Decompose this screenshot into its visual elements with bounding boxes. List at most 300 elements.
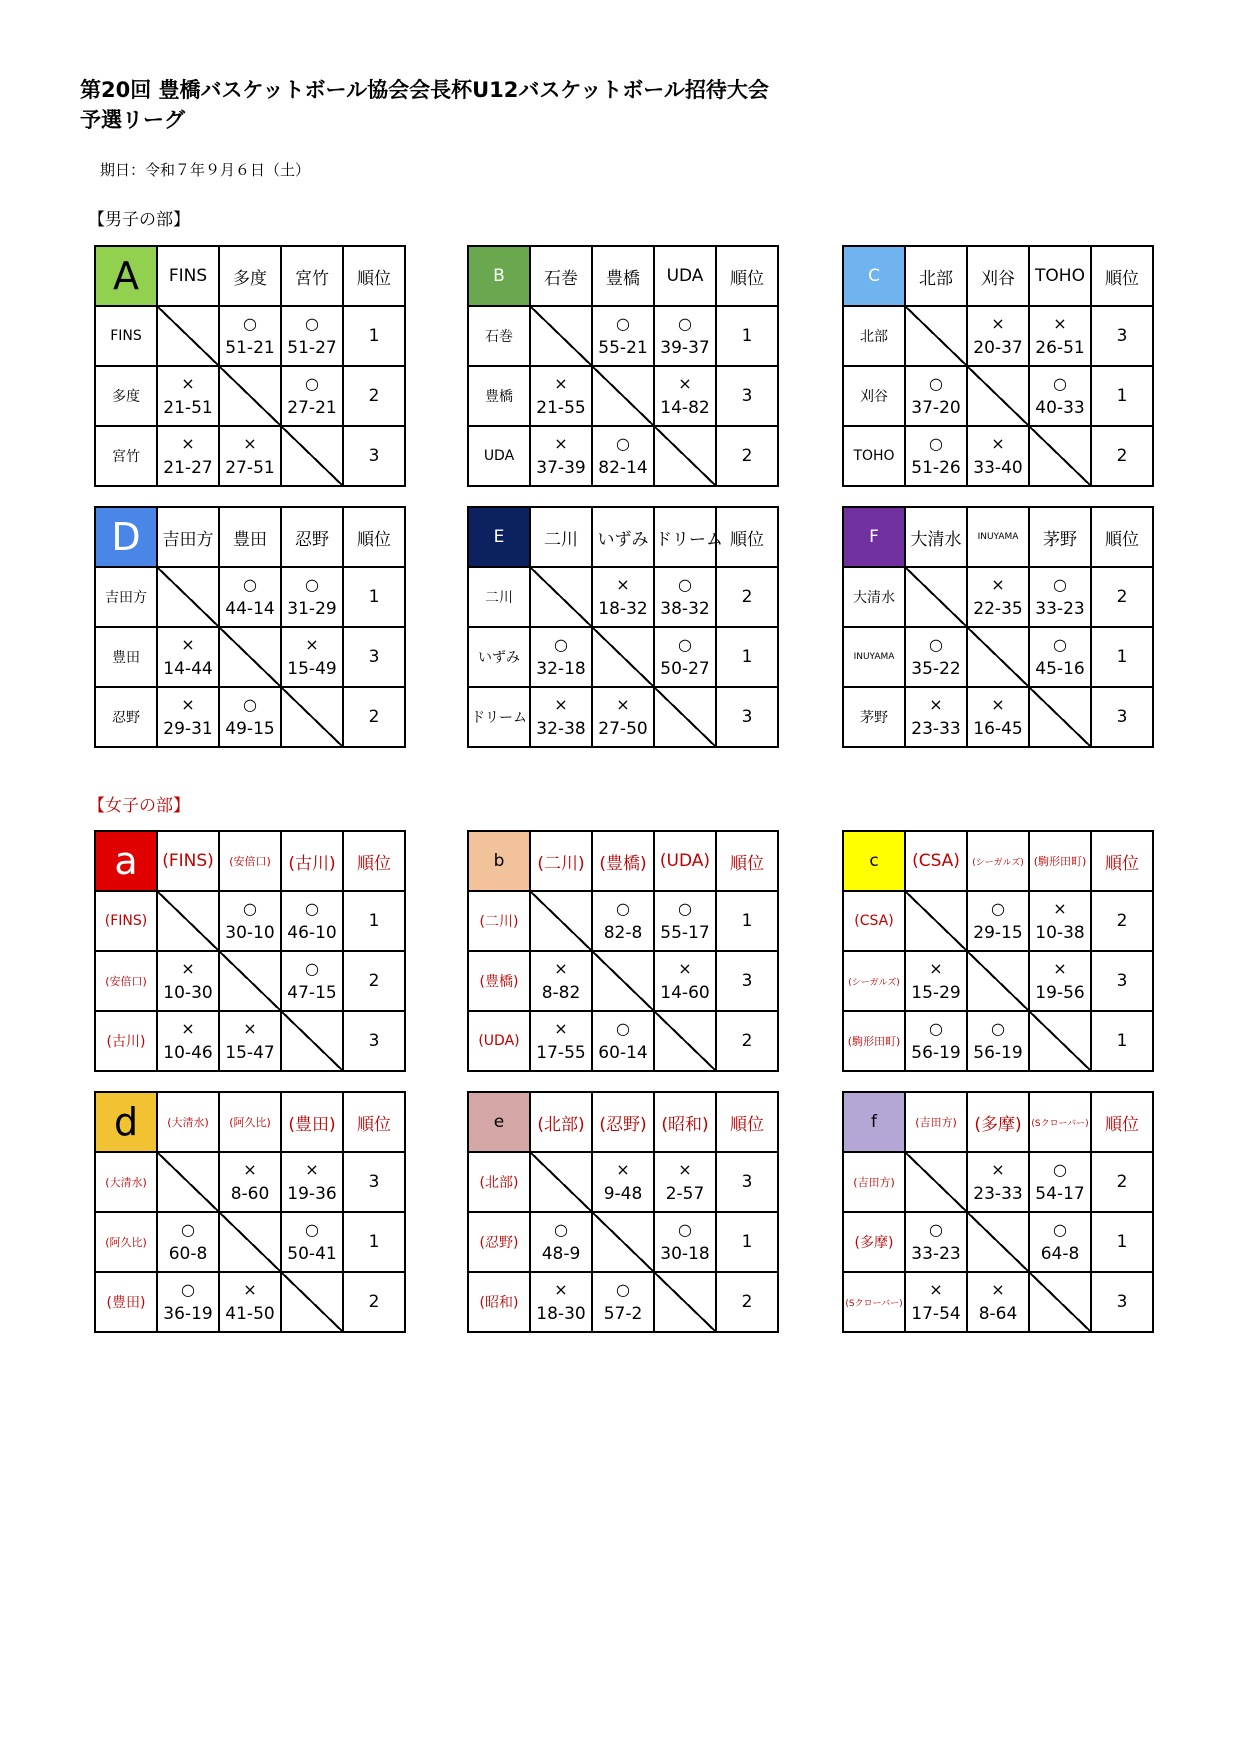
team-column-header: 二川 [530, 507, 592, 567]
score: 26-51 [1035, 338, 1085, 358]
group-letter: D [95, 507, 157, 567]
team-row-header: (豊田) [95, 1272, 157, 1332]
match-result-cell [592, 306, 654, 366]
result-mark: × [678, 374, 692, 393]
result-mark: × [181, 434, 195, 453]
score: 41-50 [225, 1304, 275, 1324]
team-column-header: いずみ [592, 507, 654, 567]
rank-cell: 3 [716, 1152, 778, 1212]
rank-cell: 3 [1091, 687, 1153, 747]
self-match-cell [219, 951, 281, 1011]
self-match-cell [1029, 1011, 1091, 1071]
result-mark: × [991, 314, 1005, 333]
self-match-cell [905, 306, 967, 366]
rank-cell: 2 [343, 366, 405, 426]
score: 23-33 [911, 719, 961, 739]
score: 10-30 [163, 983, 213, 1003]
rank-cell: 2 [716, 426, 778, 486]
result-mark: ○ [616, 1280, 630, 1299]
rank-cell: 1 [716, 306, 778, 366]
score: 55-21 [598, 338, 648, 358]
result-mark: × [616, 695, 630, 714]
result-mark: ○ [1053, 635, 1067, 654]
rank-header: 順位 [1091, 507, 1153, 567]
rank-cell: 3 [1091, 306, 1153, 366]
group-table-d [94, 1091, 406, 1333]
score: 2-57 [665, 1184, 705, 1204]
match-result-cell [967, 1272, 1029, 1332]
rank-cell: 1 [343, 891, 405, 951]
rank-cell: 1 [1091, 1011, 1153, 1071]
match-result-cell [219, 1152, 281, 1212]
result-mark: × [181, 635, 195, 654]
team-column-header: (忍野) [592, 1092, 654, 1152]
team-row-header: 豊橋 [468, 366, 530, 426]
group-table-f [842, 1091, 1154, 1333]
team-column-header: 刈谷 [967, 246, 1029, 306]
score: 40-33 [1035, 398, 1085, 418]
match-result-cell [905, 951, 967, 1011]
page-title: 第20回 豊橋バスケットボール協会会長杯U12バスケットボール招待大会 [80, 78, 769, 102]
result-mark: × [929, 695, 943, 714]
rank-header: 順位 [716, 831, 778, 891]
team-column-header: 宮竹 [281, 246, 343, 306]
team-column-header: (Sクローバー) [1029, 1092, 1091, 1152]
self-match-cell [592, 951, 654, 1011]
score: 51-21 [225, 338, 275, 358]
match-result-cell [654, 1152, 716, 1212]
rank-cell: 1 [716, 891, 778, 951]
match-result-cell [654, 1212, 716, 1272]
result-mark: × [554, 374, 568, 393]
team-row-header: (Sクローバー) [843, 1272, 905, 1332]
result-mark: ○ [929, 434, 943, 453]
score: 10-46 [163, 1043, 213, 1063]
result-mark: × [991, 434, 1005, 453]
score: 29-31 [163, 719, 213, 739]
team-row-header: (阿久比) [95, 1212, 157, 1272]
result-mark: × [616, 575, 630, 594]
result-mark: ○ [678, 899, 692, 918]
score: 9-48 [603, 1184, 643, 1204]
score: 21-55 [536, 398, 586, 418]
score: 32-18 [536, 659, 586, 679]
result-mark: ○ [305, 1220, 319, 1239]
rank-cell: 1 [1091, 1212, 1153, 1272]
self-match-cell [157, 891, 219, 951]
self-match-cell [592, 366, 654, 426]
rank-cell: 2 [343, 687, 405, 747]
score: 54-17 [1035, 1184, 1085, 1204]
self-match-cell [967, 627, 1029, 687]
team-column-header: (安倍口) [219, 831, 281, 891]
team-column-header: (二川) [530, 831, 592, 891]
result-mark: ○ [305, 959, 319, 978]
rank-cell: 3 [716, 366, 778, 426]
result-mark: ○ [991, 1019, 1005, 1038]
match-result-cell [905, 426, 967, 486]
team-row-header: (UDA) [468, 1011, 530, 1071]
score: 44-14 [225, 599, 275, 619]
result-mark: × [991, 1280, 1005, 1299]
match-result-cell [592, 687, 654, 747]
match-result-cell [654, 366, 716, 426]
group-table-E [467, 506, 779, 748]
result-mark: × [1053, 959, 1067, 978]
self-match-cell [281, 1011, 343, 1071]
score: 22-35 [973, 599, 1023, 619]
group-letter: a [95, 831, 157, 891]
team-column-header: 石巻 [530, 246, 592, 306]
score: 48-9 [541, 1244, 581, 1264]
result-mark: ○ [616, 1019, 630, 1038]
result-mark: × [181, 374, 195, 393]
match-result-cell [219, 1011, 281, 1071]
match-result-cell [157, 1011, 219, 1071]
match-result-cell [654, 306, 716, 366]
match-result-cell [219, 426, 281, 486]
rank-cell: 1 [716, 1212, 778, 1272]
score: 39-37 [660, 338, 710, 358]
group-letter: f [843, 1092, 905, 1152]
match-result-cell [157, 951, 219, 1011]
score: 64-8 [1040, 1244, 1080, 1264]
result-mark: ○ [1053, 575, 1067, 594]
self-match-cell [905, 1152, 967, 1212]
score: 51-27 [287, 338, 337, 358]
result-mark: ○ [1053, 374, 1067, 393]
score: 15-47 [225, 1043, 275, 1063]
match-result-cell [1029, 627, 1091, 687]
match-result-cell [1029, 951, 1091, 1011]
team-column-header: (FINS) [157, 831, 219, 891]
group-table-B [467, 245, 779, 487]
score: 27-21 [287, 398, 337, 418]
team-column-header: (豊田) [281, 1092, 343, 1152]
rank-header: 順位 [716, 507, 778, 567]
match-result-cell [157, 366, 219, 426]
result-mark: × [929, 1280, 943, 1299]
match-result-cell [530, 1272, 592, 1332]
score: 29-15 [973, 923, 1023, 943]
match-result-cell [905, 1212, 967, 1272]
score: 56-19 [973, 1043, 1023, 1063]
group-letter: c [843, 831, 905, 891]
team-row-header: 多度 [95, 366, 157, 426]
self-match-cell [905, 891, 967, 951]
self-match-cell [592, 627, 654, 687]
team-row-header: (忍野) [468, 1212, 530, 1272]
team-column-header: UDA [654, 246, 716, 306]
score: 38-32 [660, 599, 710, 619]
section-girls: 【女子の部】 [88, 796, 190, 816]
self-match-cell [1029, 1272, 1091, 1332]
rank-cell: 3 [716, 687, 778, 747]
team-column-header: (多摩) [967, 1092, 1029, 1152]
team-row-header: (FINS) [95, 891, 157, 951]
match-result-cell [905, 1272, 967, 1332]
result-mark: ○ [678, 314, 692, 333]
result-mark: ○ [305, 575, 319, 594]
match-result-cell [157, 1212, 219, 1272]
match-result-cell [157, 687, 219, 747]
rank-header: 順位 [343, 831, 405, 891]
score: 14-82 [660, 398, 710, 418]
team-column-header: INUYAMA [967, 507, 1029, 567]
score: 35-22 [911, 659, 961, 679]
score: 20-37 [973, 338, 1023, 358]
score: 8-82 [541, 983, 581, 1003]
score: 23-33 [973, 1184, 1023, 1204]
score: 17-54 [911, 1304, 961, 1324]
match-result-cell [967, 1152, 1029, 1212]
match-result-cell [592, 1011, 654, 1071]
self-match-cell [281, 687, 343, 747]
match-result-cell [592, 1272, 654, 1332]
match-result-cell [281, 306, 343, 366]
match-result-cell [654, 627, 716, 687]
match-result-cell [281, 366, 343, 426]
rank-cell: 3 [343, 426, 405, 486]
group-table-D [94, 506, 406, 748]
team-row-header: いずみ [468, 627, 530, 687]
match-result-cell [1029, 366, 1091, 426]
match-result-cell [592, 891, 654, 951]
score: 33-23 [911, 1244, 961, 1264]
group-letter: F [843, 507, 905, 567]
team-column-header: (北部) [530, 1092, 592, 1152]
match-result-cell [905, 1011, 967, 1071]
score: 47-15 [287, 983, 337, 1003]
match-result-cell [1029, 1152, 1091, 1212]
score: 32-38 [536, 719, 586, 739]
group-letter: b [468, 831, 530, 891]
score: 30-18 [660, 1244, 710, 1264]
match-result-cell [219, 567, 281, 627]
rank-cell: 1 [716, 627, 778, 687]
team-column-header: (古川) [281, 831, 343, 891]
group-letter: d [95, 1092, 157, 1152]
result-mark: ○ [678, 575, 692, 594]
match-result-cell [530, 627, 592, 687]
rank-cell: 3 [1091, 951, 1153, 1011]
match-result-cell [530, 1212, 592, 1272]
result-mark: ○ [678, 1220, 692, 1239]
match-result-cell [905, 366, 967, 426]
group-table-b [467, 830, 779, 1072]
match-result-cell [281, 951, 343, 1011]
score: 27-50 [598, 719, 648, 739]
self-match-cell [219, 627, 281, 687]
team-row-header: (駒形田町) [843, 1011, 905, 1071]
team-column-header: (大清水) [157, 1092, 219, 1152]
result-mark: ○ [678, 635, 692, 654]
result-mark: ○ [1053, 1160, 1067, 1179]
group-letter: e [468, 1092, 530, 1152]
match-result-cell [219, 1272, 281, 1332]
team-column-header: (吉田方) [905, 1092, 967, 1152]
team-column-header: 多度 [219, 246, 281, 306]
match-result-cell [967, 1011, 1029, 1071]
result-mark: ○ [1053, 1220, 1067, 1239]
result-mark: × [181, 1019, 195, 1038]
result-mark: × [305, 1160, 319, 1179]
team-column-header: 吉田方 [157, 507, 219, 567]
result-mark: ○ [554, 635, 568, 654]
self-match-cell [281, 1272, 343, 1332]
page-subtitle: 予選リーグ [80, 108, 185, 132]
match-result-cell [967, 687, 1029, 747]
team-row-header: TOHO [843, 426, 905, 486]
self-match-cell [967, 366, 1029, 426]
score: 49-15 [225, 719, 275, 739]
result-mark: ○ [929, 1220, 943, 1239]
result-mark: ○ [616, 314, 630, 333]
match-result-cell [157, 1272, 219, 1332]
result-mark: × [305, 635, 319, 654]
result-mark: ○ [243, 314, 257, 333]
score: 17-55 [536, 1043, 586, 1063]
team-row-header: 忍野 [95, 687, 157, 747]
rank-header: 順位 [343, 246, 405, 306]
result-mark: ○ [554, 1220, 568, 1239]
team-row-header: 北部 [843, 306, 905, 366]
self-match-cell [654, 426, 716, 486]
rank-cell: 2 [716, 1011, 778, 1071]
score: 21-27 [163, 458, 213, 478]
match-result-cell [592, 1152, 654, 1212]
score: 51-26 [911, 458, 961, 478]
team-row-header: 宮竹 [95, 426, 157, 486]
rank-cell: 3 [343, 1011, 405, 1071]
team-row-header: (北部) [468, 1152, 530, 1212]
rank-header: 順位 [1091, 246, 1153, 306]
result-mark: ○ [929, 1019, 943, 1038]
team-row-header: 豊田 [95, 627, 157, 687]
team-row-header: (CSA) [843, 891, 905, 951]
group-table-F [842, 506, 1154, 748]
match-result-cell [281, 1212, 343, 1272]
score: 33-40 [973, 458, 1023, 478]
match-result-cell [654, 567, 716, 627]
score: 19-56 [1035, 983, 1085, 1003]
match-result-cell [281, 891, 343, 951]
rank-cell: 1 [1091, 627, 1153, 687]
rank-cell: 2 [1091, 567, 1153, 627]
match-result-cell [281, 567, 343, 627]
result-mark: ○ [305, 899, 319, 918]
match-result-cell [592, 567, 654, 627]
rank-cell: 1 [343, 1212, 405, 1272]
rank-cell: 1 [1091, 366, 1153, 426]
match-result-cell [530, 951, 592, 1011]
team-column-header: 茅野 [1029, 507, 1091, 567]
group-table-c [842, 830, 1154, 1072]
self-match-cell [1029, 426, 1091, 486]
score: 82-14 [598, 458, 648, 478]
score: 50-41 [287, 1244, 337, 1264]
self-match-cell [905, 567, 967, 627]
match-result-cell [654, 951, 716, 1011]
score: 30-10 [225, 923, 275, 943]
self-match-cell [530, 1152, 592, 1212]
rank-cell: 3 [1091, 1272, 1153, 1332]
self-match-cell [219, 366, 281, 426]
team-row-header: 吉田方 [95, 567, 157, 627]
match-result-cell [530, 687, 592, 747]
rank-cell: 2 [343, 951, 405, 1011]
result-mark: × [243, 434, 257, 453]
score: 27-51 [225, 458, 275, 478]
team-row-header: 石巻 [468, 306, 530, 366]
result-mark: × [554, 695, 568, 714]
team-row-header: 刈谷 [843, 366, 905, 426]
rank-header: 順位 [343, 1092, 405, 1152]
match-result-cell [219, 891, 281, 951]
team-row-header: ドリーム [468, 687, 530, 747]
result-mark: ○ [929, 374, 943, 393]
result-mark: × [991, 575, 1005, 594]
event-date: 期日：令和７年９月６日（土） [100, 161, 311, 179]
score: 55-17 [660, 923, 710, 943]
result-mark: ○ [243, 695, 257, 714]
result-mark: × [554, 1280, 568, 1299]
rank-cell: 2 [1091, 891, 1153, 951]
result-mark: × [243, 1280, 257, 1299]
score: 18-30 [536, 1304, 586, 1324]
score: 57-2 [603, 1304, 643, 1324]
match-result-cell [530, 426, 592, 486]
score: 14-44 [163, 659, 213, 679]
group-table-a [94, 830, 406, 1072]
rank-cell: 2 [343, 1272, 405, 1332]
score: 21-51 [163, 398, 213, 418]
team-row-header: FINS [95, 306, 157, 366]
result-mark: × [554, 959, 568, 978]
rank-header: 順位 [343, 507, 405, 567]
team-column-header: 忍野 [281, 507, 343, 567]
rank-header: 順位 [1091, 1092, 1153, 1152]
team-row-header: (古川) [95, 1011, 157, 1071]
result-mark: ○ [616, 899, 630, 918]
match-result-cell [281, 627, 343, 687]
team-column-header: 豊橋 [592, 246, 654, 306]
team-column-header: (駒形田町) [1029, 831, 1091, 891]
match-result-cell [967, 426, 1029, 486]
result-mark: ○ [243, 575, 257, 594]
self-match-cell [654, 1272, 716, 1332]
match-result-cell [905, 687, 967, 747]
self-match-cell [219, 1212, 281, 1272]
score: 82-8 [603, 923, 643, 943]
self-match-cell [967, 1212, 1029, 1272]
score: 14-60 [660, 983, 710, 1003]
match-result-cell [530, 366, 592, 426]
result-mark: × [929, 959, 943, 978]
match-result-cell [157, 426, 219, 486]
team-column-header: (CSA) [905, 831, 967, 891]
score: 37-20 [911, 398, 961, 418]
self-match-cell [967, 951, 1029, 1011]
team-row-header: (安倍口) [95, 951, 157, 1011]
team-row-header: (豊橋) [468, 951, 530, 1011]
match-result-cell [1029, 891, 1091, 951]
result-mark: × [181, 695, 195, 714]
team-row-header: 二川 [468, 567, 530, 627]
result-mark: × [678, 1160, 692, 1179]
result-mark: ○ [305, 374, 319, 393]
group-letter: B [468, 246, 530, 306]
